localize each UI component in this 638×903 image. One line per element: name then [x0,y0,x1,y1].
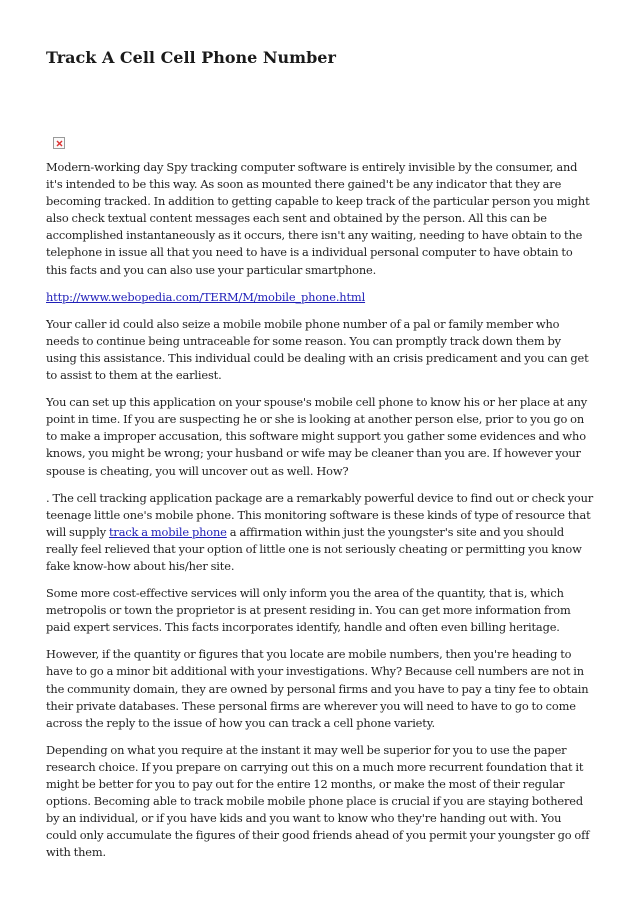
paragraph: Depending on what you require at the instant it may well be superior for you to use the paper research choice. If you prepare on carrying out this on a much more recurrent foundation that it might be better for you to pay out for the entire 12 months, or make the most of their regular options. Becoming able to track mobile mobile phone place is crucial if you are staying bothered by an individual, or if you have kids and you want to know who they're handing out with. You could only accumulate the figures of their good friends ahead of you permit your youngster go off with them. [46,742,590,860]
paragraph: However, if the quantity or figures that you locate are mobile numbers, then you're heading to have to go a minor bit additional with your investigations. Why? Because cell numbers are not in the community domain, they are owned by personal firms and you have to pay a tiny fee to obtain their private databases. These personal firms are wherever you will need to have to go to come across the reply to the issue of how you can track a cell phone variety. [46,647,589,730]
article-body [46,159,594,871]
webopedia-link[interactable]: http://www.webopedia.com/TERM/M/mobile_phone.html [46,289,366,304]
track-mobile-phone-link[interactable]: track a mobile phone [108,524,227,539]
paragraph: Some more cost-effective services will only inform you the area of the quantity, that is, which metropolis or town the proprietor is at present residing in. You can get more information from paid expert services. This facts incorporates identify, handle and often even billing heritage. [46,586,571,635]
paragraph-text: . The cell tracking application package are a remarkably powerful device to find out or check your teenage little one's mobile phone. This monitoring software is these kinds of type of resource that will supply [46,490,594,539]
paragraph: Modern-working day Spy tracking computer software is entirely invisible by the consumer, and it's intended to be this way. As soon as mounted there gained't be any indicator that they are becoming tracked. In addition to getting capable to keep track of the particular person you might also check textual content messages each sent and obtained by the person. All this can be accomplished instantaneously as it occurs, there isn't any waiting, needing to have obtain to the telephone in issue all that you need to have is a individual personal computer to have obtain to this facts and you can also use your particular smartphone. [46,160,590,277]
page-title: Track A Cell Cell Phone Number [46,48,336,67]
paragraph: Your caller id could also seize a mobile mobile phone number of a pal or family member who needs to continue being untraceable for some reason. You can promptly track down them by using this assistance. This individual could be dealing with an crisis predicament and you can get to assist to them at the earliest. [46,316,589,383]
broken-image-icon [53,137,65,149]
link-paragraph [46,289,594,306]
paragraph: You can set up this application on your spouse's mobile cell phone to know his or her place at any point in time. If you are suspecting he or she is looking at another person else, prior to you go on to make a improper accusation, this software might support you gather some evidences and who knows, you might be wrong; your husband or wife may be cleaner than you are. If however your spouse is cheating, you will uncover out as well. How? [46,395,588,478]
paragraph [46,490,594,575]
paragraph-text: a affirmation within just the youngster's site and you should really feel relieved that your option of little one is not seriously cheating or permitting you know fake know-how about his/her site. [46,524,582,573]
